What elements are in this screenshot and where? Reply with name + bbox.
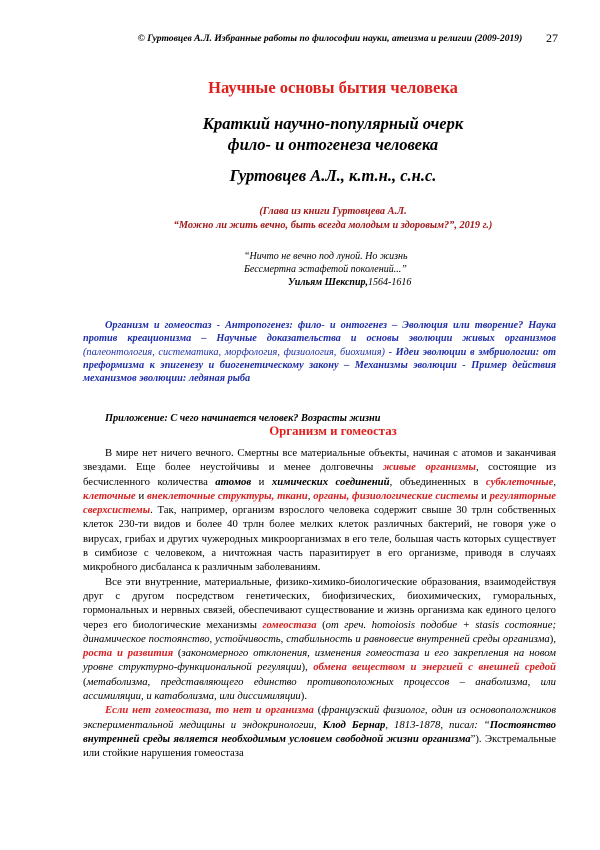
text-run: и	[251, 475, 272, 488]
toc-part-1: Организм и гомеостаз - Антропогенез: фило- и онтогенез – Эволюция или творение? Наука против креационизма – Научные доказательства и основы эволюции живых организмов	[83, 320, 556, 345]
text-run: ),	[549, 632, 556, 645]
toc-appendix: Приложение: С чего начинается человек? Возрасты жизни	[105, 413, 381, 424]
highlight-term: живые организмы	[382, 461, 476, 474]
text-run: Все эти внутренние, материальные, физико-химико-биологические образования, взаимодействуя друг с другом посредством генетических, биофизических, биохимических, гуморальных, гормональных и нервных связей, обеспечивают существование и жизнь организма как единого целого через его биологические механизмы	[83, 575, 556, 631]
text-run: , объединенных в	[389, 475, 486, 488]
bold-term: химических соединений	[271, 475, 390, 488]
highlight-term: обмена веществом и энергией с внешней средой	[313, 661, 557, 674]
table-of-contents	[83, 319, 556, 385]
article-title: Научные основы бытия человека	[208, 78, 458, 97]
text-run: (	[83, 675, 87, 688]
text-run: и	[135, 489, 147, 502]
article-subtitle	[0, 113, 600, 155]
text-run: ,	[553, 475, 556, 488]
text-run: ),	[301, 661, 314, 674]
bold-term: Постоянство внутренней среды является необходимым условием свободной жизни организма	[83, 718, 556, 745]
highlight-term: клеточные	[83, 489, 136, 502]
paragraph-3	[83, 703, 556, 760]
text-run: ).	[300, 690, 308, 703]
epigraph-author-name: Уильям Шекспир,	[288, 277, 369, 289]
paragraph-1	[83, 446, 556, 575]
page-number: 27	[546, 31, 558, 45]
text-run: (	[313, 704, 322, 717]
epigraph	[244, 250, 504, 290]
highlight-term: органы, физиологические системы	[313, 489, 479, 502]
chapter-note-line-2: “Можно ли жить вечно, быть всегда молодым и здоровым?”, 2019 г.)	[173, 219, 493, 231]
text-run: , состоящие из бесчисленного количества	[83, 461, 556, 488]
text-run: ,	[307, 489, 314, 502]
highlight-term: субклеточные	[485, 475, 554, 488]
italic-text: от греч. homoiosis подобие + stasis состояние; динамическое постоянство, устойчивость, стабильность и равновесие внутренней среды организма	[83, 618, 557, 645]
epigraph-author	[244, 276, 504, 289]
epigraph-line-1: “Ничто не вечно под луной. Но жизнь	[244, 251, 408, 262]
highlight-term: роста и развития	[83, 647, 174, 660]
body-text	[83, 446, 556, 761]
highlight-term: внеклеточные структуры, ткани	[147, 489, 308, 502]
text-run: ”). Экстремальные или стойкие нарушения гомеостаза	[83, 732, 556, 760]
italic-text: , 1813-1878, писал: “	[385, 718, 490, 731]
italic-text: закономерного отклонения, изменения гомеостаза и его закрепления на новом уровне структурно-функциональной регуляции	[83, 647, 556, 674]
text-run: В мире нет ничего вечного. Смертны все материальные объекты, начиная с атомов и заканчивая звездами. Еще более неустойчивы и менее долговечны	[83, 447, 556, 474]
toc-part-3: - Идеи эволюции в эмбриологии: от преформизма к эпигенезу и биогенетическому закону – Механизмы эволюции - Пример действия механизмов эволюции: ледяная рыба	[83, 346, 556, 385]
article-author: Гуртовцев А.Л., к.т.н., с.н.с.	[229, 166, 437, 185]
text-run: (	[173, 647, 182, 660]
bold-term: Клод Бернар	[316, 718, 386, 731]
highlight-term: Если нет гомеостаза, то нет и организма	[105, 704, 314, 717]
section-title: Организм и гомеостаз	[269, 424, 397, 438]
toc-part-2: (палеонтология, систематика, морфология, физиология, биохимия)	[83, 346, 385, 358]
epigraph-author-years: 1564-1616	[368, 277, 412, 289]
chapter-note	[0, 205, 600, 232]
text-run: . Так, например, организм взрослого человека содержит свыше 30 трлн собственных клеток 230-ти видов и более 40 трлн более мелких клеток различных бактерий, не говоря уже о вирусах, грибах и других чужеродных микроорганизмах в его теле, большая часть которых существует в симбиозе с человеком, а ничтожная часть паразитирует в его организме, приводя в случаях микробного дисбаланса к различным заболеваниям.	[83, 504, 556, 574]
running-header: © Гуртовцев А.Л. Избранные работы по философии науки, атеизма и религии (2009-2019)	[137, 33, 523, 44]
subtitle-line-2: фило- и онтогенеза человека	[227, 135, 439, 154]
italic-text: метаболизма, представляющего единство противоположных процессов – анаболизма, или ассимиляции, и катаболизма, или диссимиляции	[83, 675, 556, 703]
epigraph-line-2: Бессмертна эстафетой поколений...”	[244, 264, 407, 276]
chapter-note-line-1: (Глава из книги Гуртовцева А.Л.	[259, 206, 407, 217]
highlight-term: регуляторные сверхсистемы	[83, 489, 556, 517]
italic-text: французский физиолог, один из основоположников экспериментальной медицины и эндокринологии,	[83, 704, 557, 731]
paragraph-2	[83, 575, 556, 704]
highlight-term: гомеостаза	[262, 618, 317, 631]
text-run: и	[478, 489, 490, 502]
subtitle-line-1: Краткий научно-популярный очерк	[202, 114, 464, 133]
text-run: (	[316, 618, 326, 631]
bold-term: атомов	[215, 475, 252, 488]
